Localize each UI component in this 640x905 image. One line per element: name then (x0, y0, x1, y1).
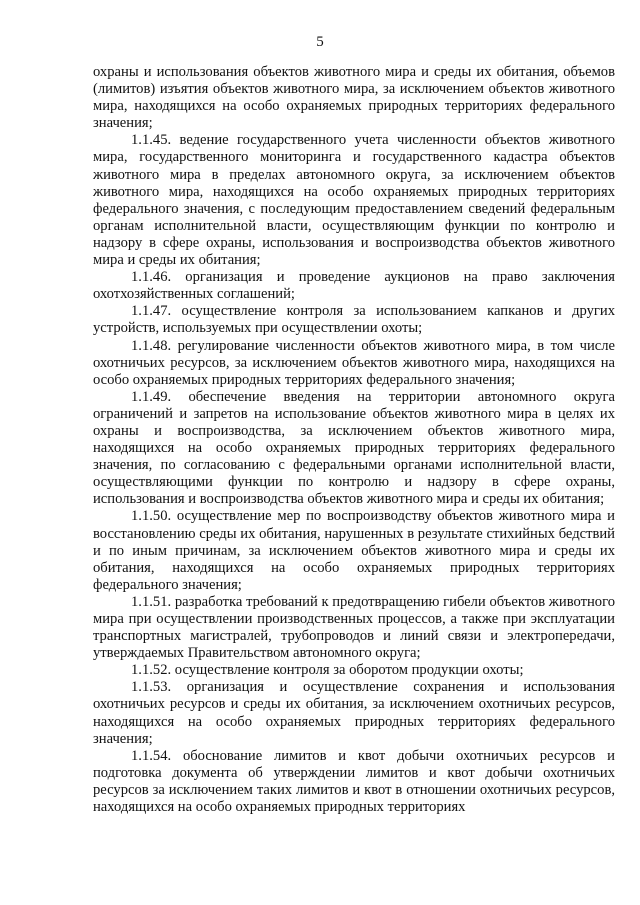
paragraph-1-1-50: 1.1.50. осуществление мер по воспроизводству объектов животного мира и восстановлению среды их обитания, нарушенных в результате стихийных бедствий и по иным причинам, за исключением объектов животного мира и среды их обитания, находящихся на особо охраняемых природных территориях федерального значения; (93, 508, 615, 593)
document-body (93, 64, 615, 816)
paragraph-1-1-47: 1.1.47. осуществление контроля за использованием капканов и других устройств, используемых при осуществлении охоты; (93, 303, 615, 337)
paragraph-1-1-48: 1.1.48. регулирование численности объектов животного мира, в том числе охотничьих ресурсов, за исключением объектов животного мира, находящихся на особо охраняемых природных территориях федерального значения; (93, 337, 615, 388)
paragraph-1-1-49: 1.1.49. обеспечение введения на территории автономного округа ограничений и запретов на использование объектов животного мира в целях их охраны и воспроизводства, за исключением объектов животного мира, находящихся на особо охраняемых природных территориях федерального значения, по согласованию с федеральными органами исполнительной власти, осуществляющими функции по контролю и надзору в сфере охраны, использования и воспроизводства объектов животного мира и среды их обитания; (93, 388, 615, 508)
paragraph-1-1-52: 1.1.52. осуществление контроля за оборотом продукции охоты; (131, 662, 524, 679)
paragraph-1-1-51: 1.1.51. разработка требований к предотвращению гибели объектов животного мира при осуществлении производственных процессов, а также при эксплуатации транспортных магистралей, трубопроводов и линий связи и электропередачи, утверждаемых Правительством автономного округа; (93, 593, 615, 662)
page-number: 5 (316, 34, 324, 50)
paragraph-1-1-53: 1.1.53. организация и осуществление сохранения и использования охотничьих ресурсов и среды их обитания, за исключением охотничьих ресурсов, находящихся на особо охраняемых природных территориях федерального значения; (93, 679, 615, 747)
paragraph-1-1-54: 1.1.54. обоснование лимитов и квот добычи охотничьих ресурсов и подготовка документа об утверждении лимитов и квот добычи охотничьих ресурсов за исключением таких лимитов и квот в отношении охотничьих ресурсов, находящихся на особо охраняемых природных территориях (93, 747, 615, 816)
paragraph-continuation: охраны и использования объектов животного мира и среды их обитания, объемов (лимитов) изъятия объектов животного мира, за исключением объектов животного мира, находящихся на особо охраняемых природных территориях федерального значения; (93, 64, 615, 132)
paragraph-1-1-46: 1.1.46. организация и проведение аукционов на право заключения охотхозяйственных соглашений; (93, 269, 615, 303)
paragraph-1-1-45: 1.1.45. ведение государственного учета численности объектов животного мира, государственного мониторинга и государственного кадастра объектов животного мира в пределах автономного округа, за исключением объектов животного мира, находящихся на особо охраняемых природных территориях федерального значения, с последующим предоставлением сведений федеральным органам исполнительной власти, осуществляющим функции по контролю и надзору в сфере охраны, использования и воспроизводства объектов животного мира и среды их обитания; (93, 132, 615, 269)
